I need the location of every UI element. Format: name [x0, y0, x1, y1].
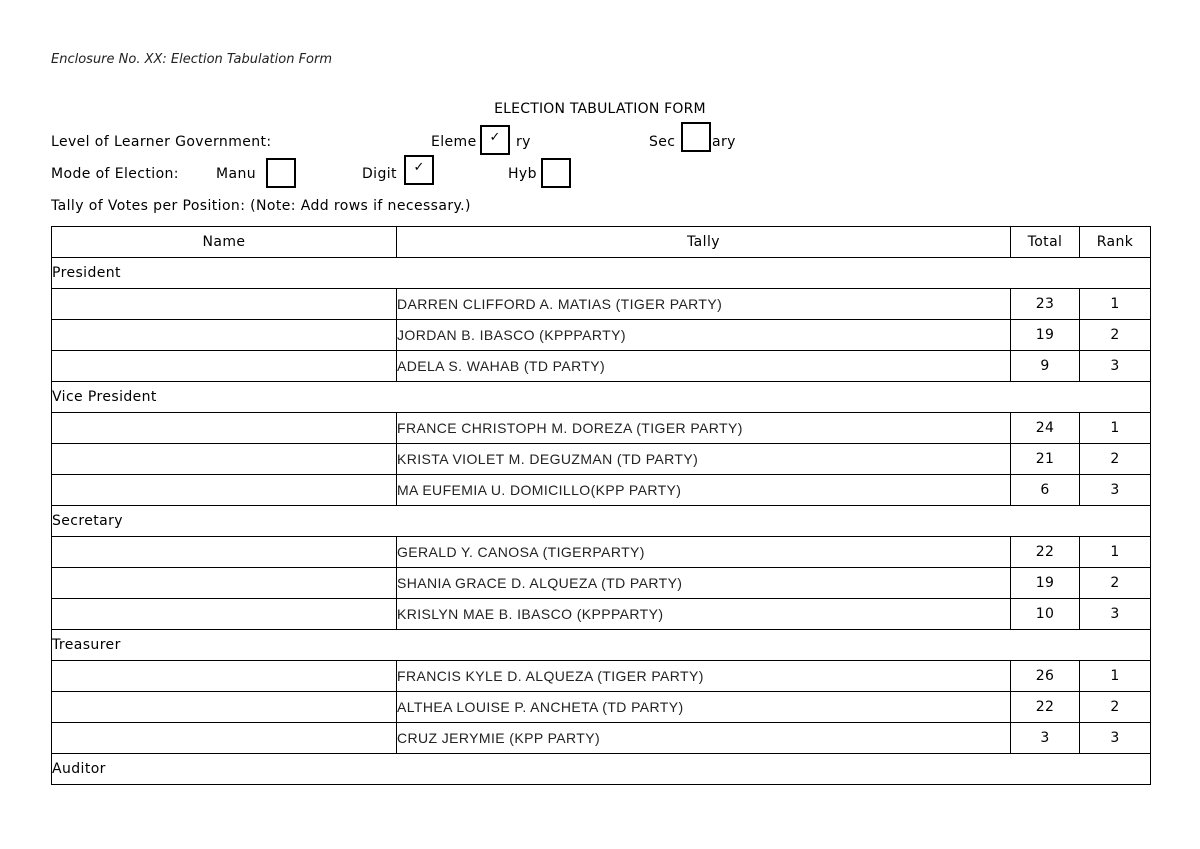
position-row [52, 506, 1151, 537]
elementary-label-start: Eleme [431, 134, 477, 150]
manual-label: Manu [216, 166, 257, 182]
total-cell[interactable]: 9 [1011, 351, 1080, 382]
tally-cell[interactable]: JORDAN B. IBASCO (KPPPARTY) [397, 320, 1011, 351]
rank-cell[interactable]: 1 [1080, 661, 1151, 692]
total-cell[interactable]: 26 [1011, 661, 1080, 692]
rank-cell[interactable]: 3 [1080, 475, 1151, 506]
position-label: Treasurer [52, 630, 1151, 661]
level-label: Level of Learner Government: [51, 134, 272, 150]
name-cell[interactable] [52, 320, 397, 351]
manual-checkbox[interactable] [266, 158, 296, 188]
rank-cell[interactable]: 3 [1080, 351, 1151, 382]
name-cell[interactable] [52, 413, 397, 444]
candidate-row [52, 599, 1151, 630]
form-title: ELECTION TABULATION FORM [494, 101, 706, 117]
digital-checkbox[interactable]: ✓ [404, 155, 434, 185]
header-row [52, 227, 1151, 258]
mode-label: Mode of Election: [51, 166, 179, 182]
total-cell[interactable]: 23 [1011, 289, 1080, 320]
tally-cell[interactable]: FRANCIS KYLE D. ALQUEZA (TIGER PARTY) [397, 661, 1011, 692]
name-cell[interactable] [52, 568, 397, 599]
tally-cell[interactable]: ADELA S. WAHAB (TD PARTY) [397, 351, 1011, 382]
position-label: Vice President [52, 382, 1151, 413]
rank-cell[interactable]: 2 [1080, 568, 1151, 599]
rank-cell[interactable]: 1 [1080, 413, 1151, 444]
tally-cell[interactable]: ALTHEA LOUISE P. ANCHETA (TD PARTY) [397, 692, 1011, 723]
candidate-row [52, 413, 1151, 444]
tally-column-header: Tally [397, 227, 1011, 258]
secondary-checkbox[interactable] [681, 122, 711, 152]
total-cell[interactable]: 3 [1011, 723, 1080, 754]
tally-note: Tally of Votes per Position: (Note: Add rows if necessary.) [51, 198, 471, 214]
tally-cell[interactable]: MA EUFEMIA U. DOMICILLO(KPP PARTY) [397, 475, 1011, 506]
rank-cell[interactable]: 1 [1080, 289, 1151, 320]
hybrid-label: Hyb [508, 166, 537, 182]
candidate-row [52, 475, 1151, 506]
candidate-row [52, 537, 1151, 568]
candidate-row [52, 320, 1151, 351]
total-cell[interactable]: 22 [1011, 537, 1080, 568]
rank-cell[interactable]: 1 [1080, 537, 1151, 568]
name-cell[interactable] [52, 723, 397, 754]
name-cell[interactable] [52, 661, 397, 692]
rank-cell[interactable]: 2 [1080, 444, 1151, 475]
name-cell[interactable] [52, 289, 397, 320]
name-cell[interactable] [52, 475, 397, 506]
total-cell[interactable]: 24 [1011, 413, 1080, 444]
candidate-row [52, 351, 1151, 382]
total-cell[interactable]: 10 [1011, 599, 1080, 630]
total-cell[interactable]: 19 [1011, 320, 1080, 351]
tally-cell[interactable]: SHANIA GRACE D. ALQUEZA (TD PARTY) [397, 568, 1011, 599]
name-cell[interactable] [52, 351, 397, 382]
tally-cell[interactable]: KRISLYN MAE B. IBASCO (KPPPARTY) [397, 599, 1011, 630]
rank-cell[interactable]: 3 [1080, 723, 1151, 754]
position-row [52, 754, 1151, 785]
position-row [52, 630, 1151, 661]
position-label: President [52, 258, 1151, 289]
name-column-header: Name [52, 227, 397, 258]
position-row [52, 382, 1151, 413]
tally-cell[interactable]: FRANCE CHRISTOPH M. DOREZA (TIGER PARTY) [397, 413, 1011, 444]
elementary-label-end: ry [516, 134, 531, 150]
tally-table [51, 226, 1151, 785]
candidate-row [52, 444, 1151, 475]
enclosure-caption: Enclosure No. XX: Election Tabulation Form [51, 52, 333, 67]
candidate-row [52, 692, 1151, 723]
digital-label: Digit [362, 166, 397, 182]
name-cell[interactable] [52, 444, 397, 475]
position-label: Secretary [52, 506, 1151, 537]
name-cell[interactable] [52, 599, 397, 630]
position-label: Auditor [52, 754, 1151, 785]
tally-cell[interactable]: GERALD Y. CANOSA (TIGERPARTY) [397, 537, 1011, 568]
elementary-checkbox[interactable]: ✓ [480, 125, 510, 155]
tally-cell[interactable]: KRISTA VIOLET M. DEGUZMAN (TD PARTY) [397, 444, 1011, 475]
total-cell[interactable]: 21 [1011, 444, 1080, 475]
rank-cell[interactable]: 3 [1080, 599, 1151, 630]
candidate-row [52, 661, 1151, 692]
rank-column-header: Rank [1080, 227, 1151, 258]
candidate-row [52, 723, 1151, 754]
rank-cell[interactable]: 2 [1080, 692, 1151, 723]
tally-cell[interactable]: CRUZ JERYMIE (KPP PARTY) [397, 723, 1011, 754]
name-cell[interactable] [52, 537, 397, 568]
secondary-label-end: ary [712, 134, 736, 150]
total-cell[interactable]: 19 [1011, 568, 1080, 599]
position-row [52, 258, 1151, 289]
candidate-row [52, 568, 1151, 599]
secondary-label-start: Sec [649, 134, 676, 150]
total-column-header: Total [1011, 227, 1080, 258]
tally-cell[interactable]: DARREN CLIFFORD A. MATIAS (TIGER PARTY) [397, 289, 1011, 320]
total-cell[interactable]: 6 [1011, 475, 1080, 506]
total-cell[interactable]: 22 [1011, 692, 1080, 723]
candidate-row [52, 289, 1151, 320]
hybrid-checkbox[interactable] [541, 158, 571, 188]
rank-cell[interactable]: 2 [1080, 320, 1151, 351]
name-cell[interactable] [52, 692, 397, 723]
